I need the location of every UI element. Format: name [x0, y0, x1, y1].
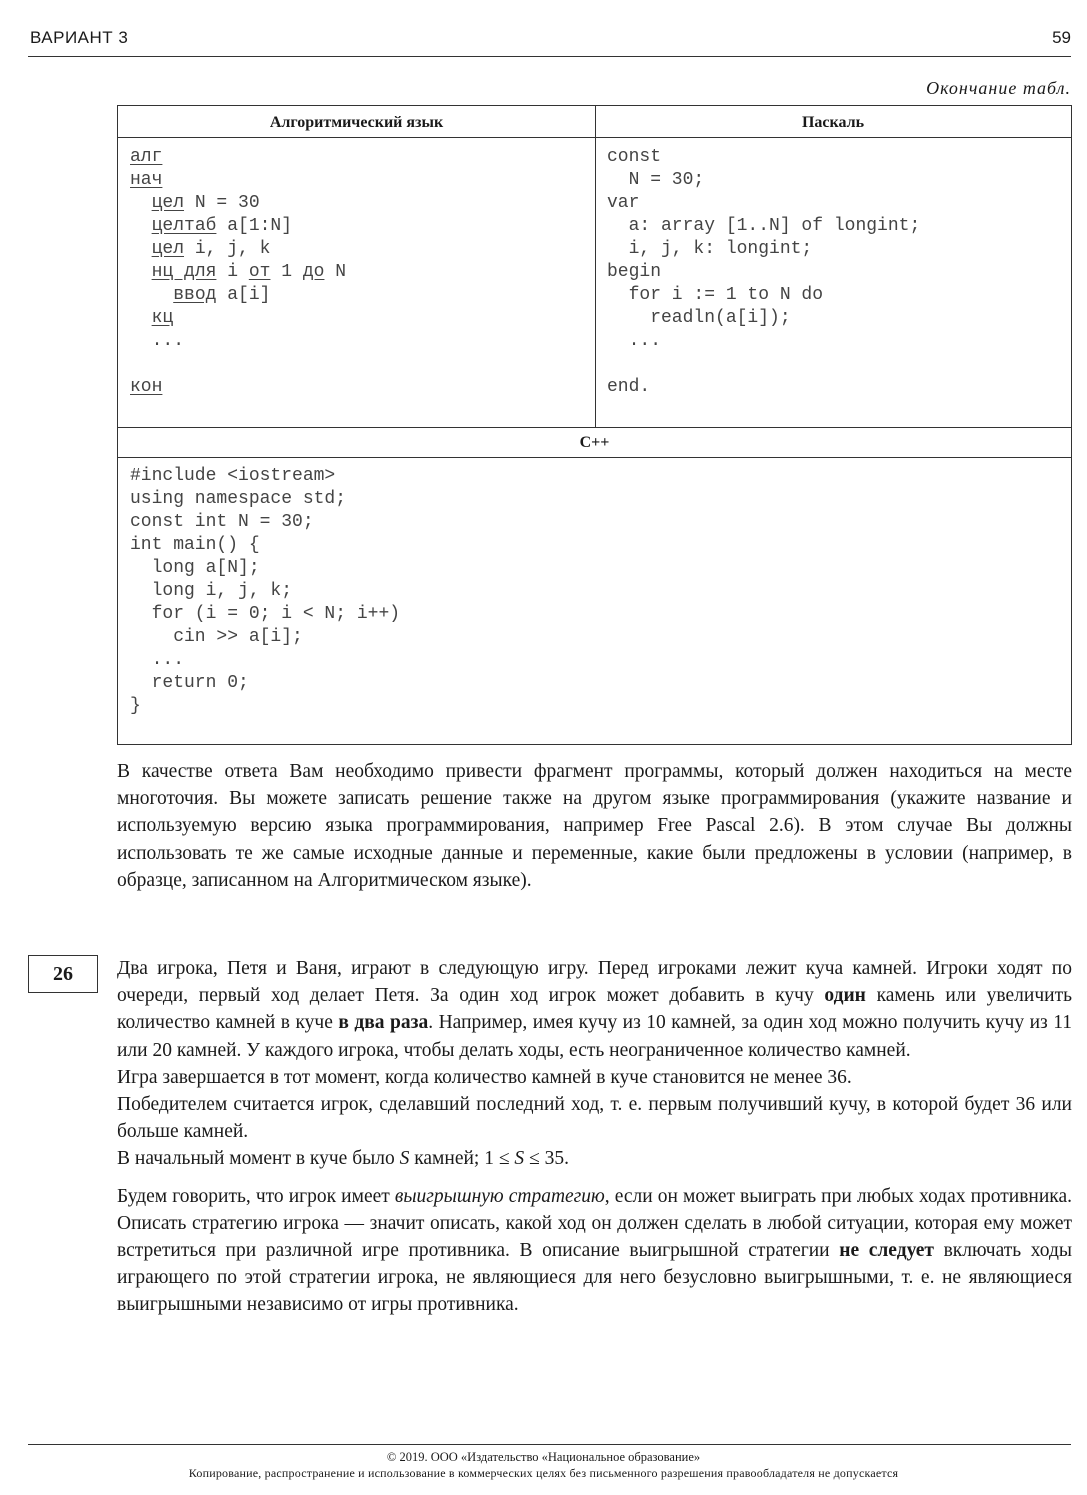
cpp-header-rule: [118, 457, 1071, 458]
alg-keyword: кц: [151, 308, 174, 328]
alg-keyword: алг: [130, 147, 163, 167]
task-paragraph-3: Победителем считается игрок, сделавший последний ход, т. е. первым получивший кучу, в которой будет 36 или больше камней.: [117, 1094, 1072, 1143]
task-paragraph-4: В начальный момент в куче было S камней; 1 ≤ S ≤ 35.: [117, 1148, 569, 1170]
col-header-algorithmic: Алгоритмический язык: [269, 114, 444, 131]
footer-copyright: © 2019. ООО «Издательство «Национальное образование»: [386, 1450, 701, 1464]
header-rule: [28, 56, 1071, 57]
task-number-box: 26: [28, 955, 98, 993]
alg-keyword: цел: [151, 193, 185, 213]
cpp-section-rule: [118, 427, 1071, 428]
alg-keyword: до: [302, 262, 325, 282]
task-text: [117, 955, 1072, 1319]
task-paragraph-5: Будем говорить, что игрок имеет выигрышную стратегию, если он может выиграть при любых ходах противника. Описать стратегию игрока — значит описать, какой ход он должен сделать в любой ситуации, которая ему может встретиться при различной игре противника. В описание выигрышной стратегии не следует включать ходы играющего по этой стратегии игрока, не являющиеся для него безусловно выигрышными, т. е. не являющиеся выигрышными независимо от игры противника.: [117, 1185, 1073, 1316]
alg-keyword: от: [248, 262, 271, 282]
page-number: 59: [1052, 28, 1071, 47]
alg-keyword: кон: [130, 377, 163, 397]
code-table: [117, 105, 1072, 745]
footer-rule: [28, 1444, 1071, 1445]
task-paragraph-2: Игра завершается в тот момент, когда количество камней в куче становится не менее 36.: [117, 1066, 852, 1088]
algorithmic-code: алг нач цел N = 30 целтаб a[1:N] цел i, j, k нц для i от 1 до N ввод a[i] кц ... кон: [130, 147, 347, 397]
col-header-cpp: С++: [579, 434, 610, 451]
alg-keyword: цел: [151, 239, 185, 259]
column-divider: [595, 106, 596, 427]
page-header-variant: ВАРИАНТ 3: [30, 28, 129, 47]
alg-keyword: нц для: [151, 262, 217, 282]
pascal-code: const N = 30; var a: array [1..N] of longint; i, j, k: longint; begin for i := 1 to N do readln(a[i]); ... end.: [607, 147, 921, 397]
alg-keyword: нач: [130, 170, 163, 190]
col-header-pascal: Паскаль: [801, 114, 865, 131]
alg-keyword: целтаб: [151, 216, 217, 236]
footer-notice: Копирование, распространение и использование в коммерческих целях без письменного разрешения правообладателя не допускается: [188, 1466, 899, 1480]
table-caption: Окончание табл.: [926, 78, 1071, 98]
task-paragraph-1: Два игрока, Петя и Ваня, играют в следующую игру. Перед игроками лежит куча камней. Игроки ходят по очереди, первый ход делает Петя. За один ход игрок может добавить в кучу один камень или увеличить количество камней в куче в два раза. Например, имея кучу из 10 камней, за один ход можно получить кучу из 11 или 20 камней. У каждого игрока, чтобы делать ходы, есть неограниченное количество камней.: [117, 958, 1073, 1061]
answer-paragraph: В качестве ответа Вам необходимо привести фрагмент программы, который должен находиться на месте многоточия. Вы можете записать решение также на другом языке программирования (укажите название и используемую версию языка программирования, например Free Pascal 2.6). В этом случае Вы должны использовать те же самые исходные данные и переменные, какие были предложены в условии (например, в образце, записанном на Алгоритмическом языке).: [117, 761, 1072, 891]
alg-keyword: ввод: [173, 285, 217, 305]
cpp-code: #include <iostream> using namespace std; const int N = 30; int main() { long a[N]; long i, j, k; for (i = 0; i < N; i++) cin >> a[i]; ... return 0; }: [130, 466, 401, 716]
